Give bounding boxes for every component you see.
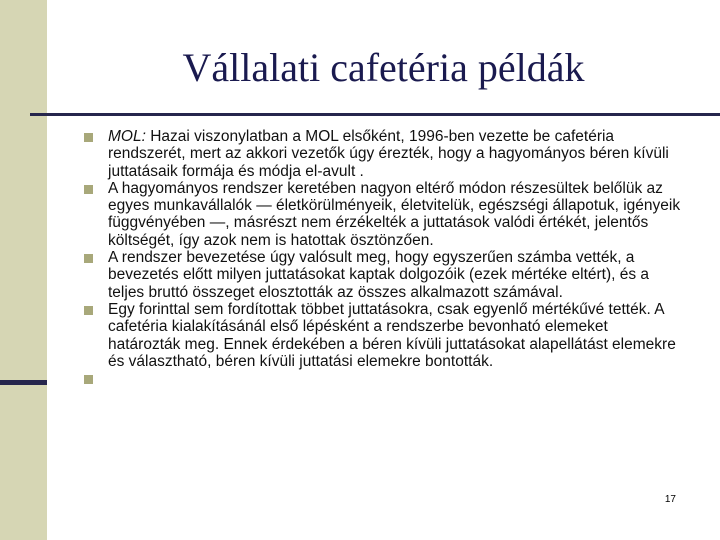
page-number: 17 (664, 494, 676, 505)
title-divider (30, 113, 720, 116)
bullet-item-1 (84, 128, 684, 180)
bullet-text: A rendszer bevezetése úgy valósult meg, hogy egyszerűen számba vették, a bevezetés előtt milyen juttatásokat kaptak dolgozóik (ezek mértéke eltért), és a teljes bruttó összeget elosztották az összes alkalmazott számával. (108, 249, 650, 301)
side-decoration-bar (0, 0, 47, 540)
bullet-text: Hazai viszonylatban a MOL elsőként, 1996-ben vezette be cafetéria rendszerét, mert az akkori vezetők úgy érezték, hogy a hagyományos béren kívüli juttatásaik formája és módja el-avult . (108, 128, 669, 180)
square-bullet-icon (84, 375, 93, 384)
square-bullet-icon (84, 133, 93, 142)
square-bullet-icon (84, 306, 93, 315)
bullet-item-5 (84, 370, 684, 388)
side-accent-line (0, 380, 47, 385)
bullet-text: Egy forinttal sem fordítottak többet juttatásokra, csak egyenlő mértékűvé tették. A cafetéria kialakításánál első lépésként a rendszerbe bevonható elemeket határozták meg. Ennek érdekében a béren kívüli juttatásokat alapellátást elemekre és választható, béren kívüli juttatási elemekre bontották. (108, 300, 676, 370)
bullet-list (84, 128, 684, 388)
bullet-text: A hagyományos rendszer keretében nagyon eltérő módon részesültek belőlük az egyes munkavállalók — életkörülményeik, életvitelük, egészségi állapotuk, igényeik függvényében —, másrészt nem érzékelték a juttatások valódi értékét, jelentős költségét, így azok nem is hatottak ösztönzően. (108, 179, 681, 249)
bullet-item-4 (84, 301, 684, 370)
bullet-lead: MOL: (108, 128, 146, 145)
bullet-item-2 (84, 180, 684, 249)
slide-title: Vállalati cafetéria példák (182, 45, 585, 90)
square-bullet-icon (84, 254, 93, 263)
square-bullet-icon (84, 185, 93, 194)
bullet-item-3 (84, 249, 684, 301)
